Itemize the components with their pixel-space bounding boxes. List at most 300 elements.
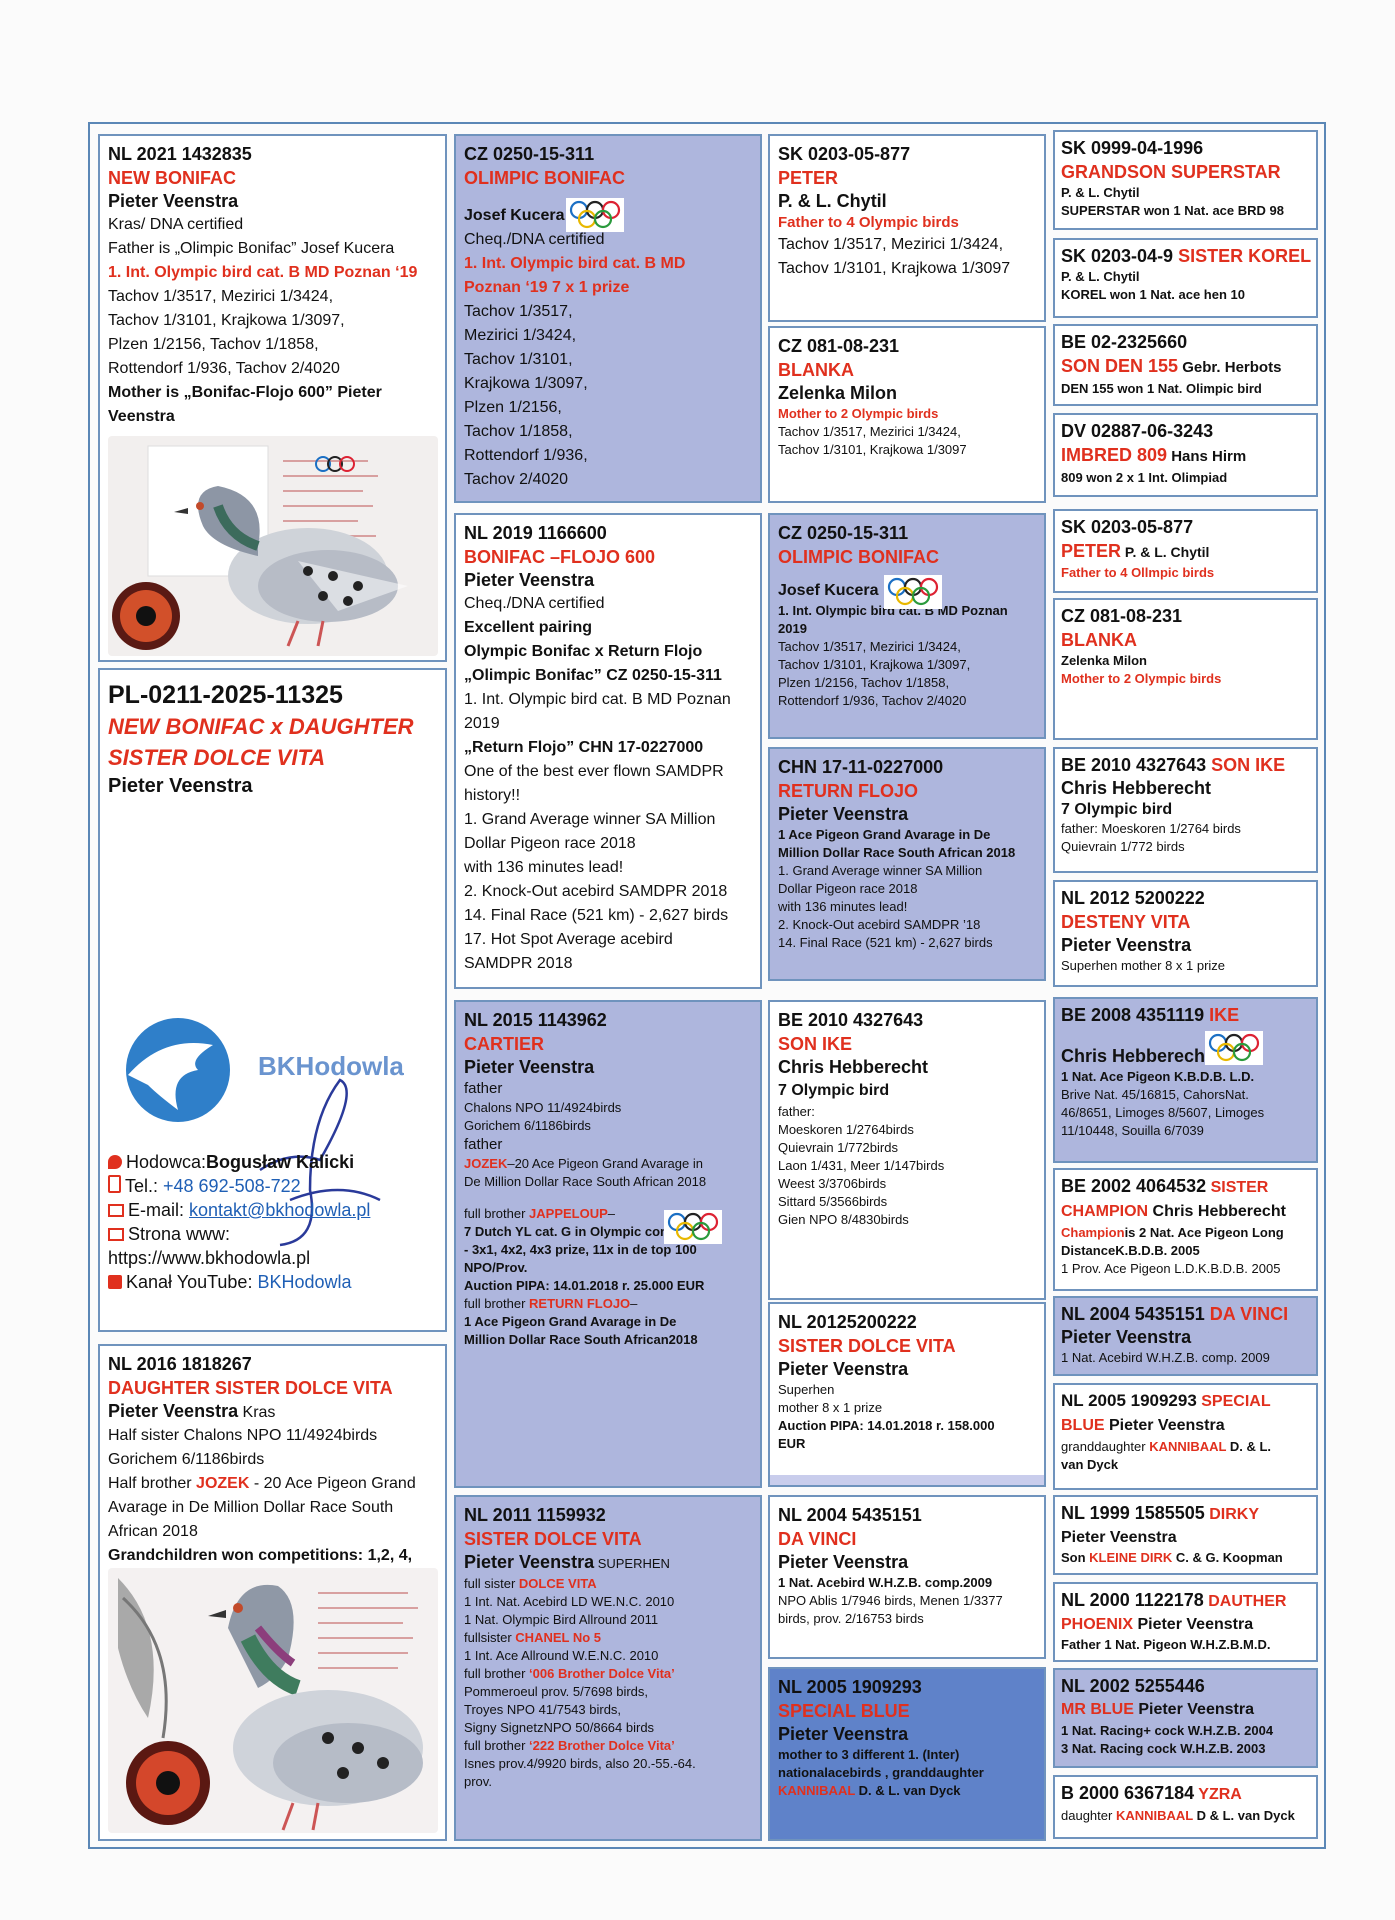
pigeon-card-sister-korel bbox=[1053, 238, 1318, 318]
olympic-title: Poznan ‘19 7 x 1 prize bbox=[464, 279, 630, 296]
result-line: 2. Knock-Out acebird SAMDPR 2018 bbox=[464, 883, 728, 900]
ring-number: CZ 081-08-231 bbox=[778, 336, 900, 356]
pedigree-line: Avarage in De Million Dollar Race South bbox=[108, 1499, 394, 1516]
breeder: Chris Hebberecht bbox=[1061, 1046, 1212, 1066]
olympic-rings-icon bbox=[664, 1210, 722, 1244]
ring-number: SK 0203-05-877 bbox=[778, 144, 911, 164]
breeder: Hans Hirm bbox=[1167, 448, 1247, 465]
result-line: 1. Int. Olympic bird cat. B MD Poznan bbox=[464, 691, 731, 708]
youtube-label: Kanał YouTube: bbox=[126, 1272, 258, 1292]
dolce-vita-name: DOLCE VITA bbox=[518, 1576, 597, 1591]
breeder: Pieter Veenstra bbox=[464, 570, 595, 590]
pigeon-card-new-bonifac bbox=[98, 134, 447, 662]
return-flojo-name: RETURN FLOJO bbox=[529, 1296, 631, 1311]
jozek-name: JOZEK bbox=[196, 1475, 250, 1492]
result-line: history!! bbox=[464, 787, 521, 804]
result-line: Quievrain 1/772birds bbox=[778, 1140, 898, 1155]
email-row bbox=[108, 1198, 438, 1222]
label: - 20 Ace Pigeon Grand bbox=[249, 1475, 416, 1492]
breeder: P. & L. Chytil bbox=[778, 191, 887, 211]
breeder-suffix: Kras bbox=[238, 1404, 276, 1421]
pairing-line: „Olimpic Bonifac” CZ 0250-15-311 bbox=[464, 667, 722, 684]
breeder: Pieter Veenstra bbox=[108, 191, 239, 211]
olympic-rings-icon bbox=[1205, 1031, 1263, 1065]
result-line: Tachov 1/3101, bbox=[464, 351, 573, 368]
ring-number: NL 2004 5435151 bbox=[1061, 1304, 1205, 1324]
pigeon-card-blanka bbox=[768, 326, 1046, 503]
pigeon-name: NEW BONIFAC bbox=[108, 168, 236, 188]
ring-number: SK 0203-04-9 bbox=[1061, 246, 1174, 266]
pigeon-name: NEW BONIFAC x DAUGHTER bbox=[108, 714, 414, 739]
ring-number: BE 2010 4327643 bbox=[1061, 755, 1207, 775]
result-line: 1 Nat. Acebird W.H.Z.B. comp.2009 bbox=[778, 1575, 993, 1590]
pigeon-name: DESTENY VITA bbox=[1061, 912, 1191, 932]
result-line: Tachov 1/3517, Mezirici 1/3424, bbox=[778, 639, 961, 654]
pedigree-line: Veenstra bbox=[108, 408, 175, 425]
pigeon-card-return-flojo bbox=[768, 747, 1046, 981]
result-text: granddaughter bbox=[1061, 1439, 1150, 1454]
breeder: P. & L. Chytil bbox=[1061, 185, 1140, 200]
pigeon-name: DIRKY bbox=[1204, 1506, 1260, 1523]
result-line: father: Moeskoren 1/2764 birds bbox=[1061, 821, 1241, 836]
olympic-title: 2019 bbox=[778, 621, 807, 636]
ring-row bbox=[1061, 244, 1310, 268]
result-line: Superhen bbox=[778, 1382, 835, 1397]
pigeon-card-blanka-2 bbox=[1053, 598, 1318, 740]
pigeon-card-bonifac-flojo-600 bbox=[454, 513, 762, 989]
pigeon-card-grandson-superstar bbox=[1053, 130, 1318, 230]
result-line: DEN 155 won 1 Nat. Olimpic bird bbox=[1061, 381, 1262, 396]
ring-number: NL 2021 1432835 bbox=[108, 144, 252, 164]
result-line: Gien NPO 8/4830birds bbox=[778, 1212, 909, 1227]
name-row bbox=[1061, 539, 1310, 564]
jozek-line bbox=[464, 1155, 753, 1173]
olympic-title: 7 Olympic bird bbox=[778, 1082, 890, 1099]
breeder: Pieter Veenstra bbox=[1061, 1529, 1177, 1546]
jappeloup-name: JAPPELOUP bbox=[529, 1206, 608, 1221]
result-line: prov. bbox=[464, 1774, 492, 1789]
breeder: Pieter Veenstra bbox=[1104, 1417, 1225, 1434]
olympic-rings-icon bbox=[566, 198, 624, 232]
result-line bbox=[1061, 1549, 1310, 1567]
result-line: 3 Nat. Racing cock W.H.Z.B. 2003 bbox=[1061, 1741, 1266, 1756]
auction-line: Auction PIPA: 14.01.2018 r. 158.000 bbox=[778, 1418, 995, 1433]
pairing-title: Excellent pairing bbox=[464, 619, 593, 636]
kannibaal-name: KANNIBAAL bbox=[1149, 1439, 1227, 1454]
pigeon-name: YZRA bbox=[1194, 1786, 1242, 1803]
ring-number: NL 1999 1585505 bbox=[1061, 1503, 1205, 1523]
ring-number: NL 2000 1122178 bbox=[1061, 1590, 1204, 1610]
contact-block bbox=[108, 1150, 438, 1294]
breeder-contact bbox=[108, 1150, 438, 1174]
phone-label: Tel.: bbox=[125, 1176, 164, 1196]
result-line: Dollar Pigeon race 2018 bbox=[464, 835, 636, 852]
phone-number[interactable]: +48 692-508-722 bbox=[163, 1176, 301, 1196]
pedigree-line: African 2018 bbox=[108, 1523, 198, 1540]
result-line: van Dyck bbox=[1061, 1457, 1119, 1472]
breeder: Pieter Veenstra bbox=[464, 1057, 595, 1077]
result-line: with 136 minutes lead! bbox=[778, 899, 908, 914]
result-line: Quievrain 1/772 birds bbox=[1061, 839, 1185, 854]
sister-line bbox=[464, 1575, 753, 1593]
breeder-name: D. & L. van Dyck bbox=[855, 1783, 961, 1798]
label: full brother bbox=[464, 1738, 530, 1753]
pigeon-card-dirky bbox=[1053, 1495, 1318, 1575]
result-line: Plzen 1/2156, bbox=[464, 399, 562, 416]
result-line: 1 Prov. Ace Pigeon L.D.K.B.D.B. 2005 bbox=[1061, 1261, 1281, 1276]
mail-icon bbox=[108, 1204, 124, 1217]
pigeon-name: SPECIAL bbox=[1196, 1393, 1271, 1410]
name-row bbox=[1061, 354, 1310, 380]
ring-number: NL 2005 1909293 bbox=[778, 1677, 922, 1697]
name-row bbox=[1061, 443, 1310, 469]
pigeon-card-peter bbox=[768, 134, 1046, 322]
pedigree-line: Half sister Chalons NPO 11/4924birds bbox=[108, 1427, 378, 1444]
www-label: Strona www: bbox=[128, 1224, 231, 1244]
ring-number: NL 2015 1143962 bbox=[464, 1010, 607, 1030]
ring-number: NL 2012 5200222 bbox=[1061, 888, 1205, 908]
pigeon-card-special-blue bbox=[768, 1667, 1046, 1841]
result-line: Superhen mother 8 x 1 prize bbox=[1061, 958, 1226, 973]
breeder: Zelenka Milon bbox=[1061, 653, 1147, 668]
result-line: - 3x1, 4x2, 4x3 prize, 11x in de top 100 bbox=[464, 1242, 697, 1257]
ring-number: CZ 081-08-231 bbox=[1061, 606, 1183, 626]
breeder: P. & L. Chytil bbox=[1061, 269, 1140, 284]
result-line: 2019 bbox=[464, 715, 500, 732]
pigeon-name: OLIMPIC BONIFAC bbox=[778, 547, 939, 567]
result-line bbox=[778, 1782, 1037, 1800]
ring-number: CZ 0250-15-311 bbox=[464, 144, 595, 164]
breeder: Chris Hebberecht bbox=[1148, 1203, 1286, 1220]
breeder: Pieter Veenstra bbox=[1133, 1701, 1254, 1718]
logo-text: BKHodowla bbox=[258, 1051, 404, 1081]
result-line: 1. Grand Average winner SA Million bbox=[778, 863, 983, 878]
kleine-dirk-name: KLEINE DIRK bbox=[1089, 1550, 1173, 1565]
olympic-title: 1. Int. Olympic bird cat. B MD bbox=[464, 255, 686, 272]
breeder-name: Bogusław Kalicki bbox=[206, 1152, 355, 1172]
result-line: Krajkowa 1/3097, bbox=[464, 375, 588, 392]
ring-number: BE 2010 4327643 bbox=[778, 1010, 924, 1030]
breeder: Pieter Veenstra bbox=[778, 804, 909, 824]
pigeon-name: GRANDSON SUPERSTAR bbox=[1061, 162, 1281, 182]
breeder: Pieter Veenstra bbox=[1133, 1616, 1254, 1633]
pigeon-card-sister-dolce-vita bbox=[454, 1495, 762, 1841]
breeder-label: Hodowca: bbox=[126, 1152, 207, 1172]
ring-row bbox=[1061, 1003, 1310, 1027]
pigeon-card-dauther-phoenix bbox=[1053, 1582, 1318, 1662]
result-line: 1 Nat. Racing+ cock W.H.Z.B. 2004 bbox=[1061, 1723, 1274, 1738]
pigeon-name: DA VINCI bbox=[1204, 1304, 1289, 1324]
youtube-row bbox=[108, 1270, 438, 1294]
ring-row bbox=[1061, 1174, 1310, 1200]
result-line: 809 won 2 x 1 Int. Olimpiad bbox=[1061, 470, 1228, 485]
result-text: daughter bbox=[1061, 1808, 1116, 1823]
pigeon-name: BLANKA bbox=[1061, 630, 1137, 650]
ring-row bbox=[1061, 1501, 1310, 1527]
ring-number: NL 2002 5255446 bbox=[1061, 1676, 1205, 1696]
result-line: Chalons NPO 11/4924birds bbox=[464, 1100, 622, 1115]
www-row bbox=[108, 1222, 438, 1246]
result-line: Tachov 1/3101, Krajkowa 1/3097, bbox=[778, 657, 971, 672]
pigeon-name: RETURN FLOJO bbox=[778, 781, 919, 801]
pin-icon bbox=[108, 1155, 122, 1169]
pigeon-photo bbox=[108, 1568, 438, 1833]
pairing-line: „Return Flojo” CHN 17-0227000 bbox=[464, 739, 704, 756]
pedigree-line: Mother is „Bonifac-Flojo 600” Pieter bbox=[108, 384, 382, 401]
result-line: Gorichem 6/1186birds bbox=[464, 1118, 591, 1133]
result-line: 17. Hot Spot Average acebird bbox=[464, 931, 673, 948]
jozek-line: De Million Dollar Race South African 2018 bbox=[464, 1174, 707, 1189]
olympic-note: Mother to 2 Olympic birds bbox=[1061, 671, 1222, 686]
label: fullsister bbox=[464, 1630, 516, 1645]
breeder: Pieter Veenstra bbox=[1061, 1327, 1192, 1347]
result-line: Rottendorf 1/936, Tachov 2/4020 bbox=[778, 693, 967, 708]
certification: Cheq./DNA certified bbox=[464, 231, 605, 248]
result-line: 2. Knock-Out acebird SAMDPR ’18 bbox=[778, 917, 981, 932]
result-line bbox=[1061, 1807, 1310, 1825]
breeder: P. & L. Chytil bbox=[1121, 544, 1210, 560]
result-line: 1 Nat. Olympic Bird Allround 2011 bbox=[464, 1612, 659, 1627]
pigeon-name: SPECIAL BLUE bbox=[778, 1701, 910, 1721]
jozek-name: JOZEK bbox=[464, 1156, 508, 1171]
result-line: Troyes NPO 41/7543 birds, bbox=[464, 1702, 622, 1717]
breeder: Chris Hebberecht bbox=[1061, 778, 1212, 798]
ring-number: PL-0211-2025-11325 bbox=[108, 681, 343, 709]
ring-number: BE 2002 4064532 bbox=[1061, 1176, 1207, 1196]
pigeon-name: IMBRED 809 bbox=[1061, 445, 1168, 465]
pigeon-name: BLANKA bbox=[778, 360, 854, 380]
name-row bbox=[1061, 1414, 1310, 1438]
result-line: Dollar Pigeon race 2018 bbox=[778, 881, 918, 896]
pigeon-name: DA VINCI bbox=[778, 1529, 857, 1549]
result-line: 1 Nat. Acebird W.H.Z.B. comp. 2009 bbox=[1061, 1350, 1270, 1365]
pedigree-line: Tachov 1/3101, Krajkowa 1/3097, bbox=[108, 312, 345, 329]
ring-row bbox=[1061, 1588, 1310, 1614]
result-line: Rottendorf 1/936, bbox=[464, 447, 588, 464]
pigeon-card-sister-champion bbox=[1053, 1168, 1318, 1291]
pigeon-name: PETER bbox=[1061, 541, 1122, 561]
result-line: father: bbox=[778, 1104, 815, 1119]
jozek-text: –20 Ace Pigeon Grand Avarage in bbox=[507, 1156, 703, 1171]
pigeon-card-mr-blue bbox=[1053, 1668, 1318, 1768]
result-line: Tachov 1/3517, Mezirici 1/3424, bbox=[778, 424, 961, 439]
result-line: SUPERSTAR won 1 Nat. ace BRD 98 bbox=[1061, 203, 1284, 218]
result-line: father bbox=[464, 1080, 503, 1097]
breeder-row bbox=[108, 1400, 438, 1424]
pedigree-line: Kras/ DNA certified bbox=[108, 216, 244, 233]
pedigree-line: 1. Int. Olympic bird cat. B MD Poznan ‘19 bbox=[108, 264, 418, 281]
breeder-name: D. & L. bbox=[1226, 1439, 1272, 1454]
phone-row bbox=[108, 1174, 438, 1198]
pigeon-name: DAUGHTER SISTER DOLCE VITA bbox=[108, 1378, 393, 1398]
result-line: Plzen 1/2156, Tachov 1/1858, bbox=[778, 675, 950, 690]
pigeon-card-main bbox=[98, 668, 447, 1332]
result-line: Million Dollar Race South African2018 bbox=[464, 1332, 698, 1347]
ring-number: NL 2005 1909293 bbox=[1061, 1391, 1197, 1410]
result-line: Brive Nat. 45/16815, CahorsNat. bbox=[1061, 1087, 1249, 1102]
breeder-row bbox=[464, 1551, 753, 1575]
pigeon-name: SON IKE bbox=[1206, 755, 1286, 775]
ring-number: NL 2016 1818267 bbox=[108, 1354, 252, 1374]
olympic-note: Father to 4 Olympic birds bbox=[778, 214, 959, 231]
pigeon-name: CARTIER bbox=[464, 1034, 544, 1054]
result-line: with 136 minutes lead! bbox=[464, 859, 624, 876]
email-label: E-mail: bbox=[128, 1200, 190, 1220]
olympic-note: Mother to 2 Olympic birds bbox=[778, 406, 939, 421]
pigeon-card-sister-dolce-vita-2 bbox=[768, 1302, 1046, 1487]
youtube-link[interactable]: BKHodowla bbox=[257, 1272, 352, 1292]
olympic-title: Million Dollar Race South African 2018 bbox=[778, 845, 1016, 860]
pigeon-card-olimpic-bonifac bbox=[454, 134, 762, 503]
olympic-note: Father to 4 Ollmpic birds bbox=[1061, 565, 1215, 580]
pigeon-name: SON IKE bbox=[778, 1034, 853, 1054]
label: full brother bbox=[464, 1206, 530, 1221]
result-line: NPO/Prov. bbox=[464, 1260, 528, 1275]
breeder: Josef Kucera bbox=[778, 582, 879, 599]
pigeon-name: SON DEN 155 bbox=[1061, 356, 1179, 376]
youtube-icon bbox=[108, 1275, 122, 1289]
result-line: DistanceK.B.D.B. 2005 bbox=[1061, 1243, 1200, 1258]
brother-name: ‘006 Brother Dolce Vita’ bbox=[529, 1666, 675, 1681]
pigeon-name: IKE bbox=[1204, 1005, 1240, 1025]
email-link[interactable]: kontakt@bkhodowla.pl bbox=[189, 1200, 371, 1220]
pigeon-card-da-vinci bbox=[768, 1495, 1046, 1659]
pigeon-card-son-ike-2 bbox=[1053, 747, 1318, 873]
pigeon-name: CHAMPION bbox=[1061, 1203, 1149, 1220]
ring-number: NL 2004 5435151 bbox=[778, 1505, 922, 1525]
breeder: Pieter Veenstra bbox=[778, 1359, 909, 1379]
result-line: 14. Final Race (521 km) - 2,627 birds bbox=[464, 907, 729, 924]
ring-number: BE 02-2325660 bbox=[1061, 332, 1188, 352]
result-line: Tachov 1/3101, Krajkowa 1/3097 bbox=[778, 260, 1011, 277]
ring-number: SK 0999-04-1996 bbox=[1061, 138, 1204, 158]
result-line: Father 1 Nat. Pigeon W.H.Z.B.M.D. bbox=[1061, 1637, 1271, 1652]
pigeon-card-desteny-vita bbox=[1053, 880, 1318, 987]
pairing-line: Olympic Bonifac x Return Flojo bbox=[464, 643, 703, 660]
result-line: Sittard 5/3566birds bbox=[778, 1194, 888, 1209]
breeder: Josef Kucera bbox=[464, 207, 565, 224]
result-line: 46/8651, Limoges 8/5607, Limoges bbox=[1061, 1105, 1265, 1120]
pigeon-card-son-den-155 bbox=[1053, 324, 1318, 406]
brother-line bbox=[464, 1665, 753, 1683]
breeder: Gebr. Herbots bbox=[1178, 359, 1282, 376]
monitor-icon bbox=[108, 1228, 124, 1241]
pigeon-photo bbox=[108, 436, 438, 656]
auction-line: Auction PIPA: 14.01.2018 r. 25.000 EUR bbox=[464, 1278, 705, 1293]
ring-number: CHN 17-11-0227000 bbox=[778, 757, 944, 777]
pigeon-card-yzra bbox=[1053, 1775, 1318, 1839]
ring-number: NL 2011 1159932 bbox=[464, 1505, 606, 1525]
breeder: Chris Hebberecht bbox=[778, 1057, 929, 1077]
divider-bar bbox=[770, 1475, 1044, 1485]
chanel-name: CHANEL No 5 bbox=[515, 1630, 602, 1645]
breeder: Pieter Veenstra bbox=[108, 775, 253, 797]
label: Half brother bbox=[108, 1475, 197, 1492]
pigeon-name: BLUE bbox=[1061, 1417, 1105, 1434]
result-line: 1 Nat. Ace Pigeon K.B.D.B. L.D. bbox=[1061, 1069, 1255, 1084]
result-line: 14. Final Race (521 km) - 2,627 birds bbox=[778, 935, 993, 950]
brother-line bbox=[464, 1295, 753, 1313]
result-text: is 2 Nat. Ace Pigeon Long bbox=[1124, 1225, 1284, 1240]
kannibaal-name: KANNIBAAL bbox=[1115, 1808, 1193, 1823]
result-line: 1. Grand Average winner SA Million bbox=[464, 811, 716, 828]
pigeon-name: SISTER DOLCE VITA bbox=[108, 745, 326, 770]
olympic-rings-icon bbox=[884, 575, 942, 609]
pigeon-card-son-ike bbox=[768, 1000, 1046, 1300]
pigeon-name: BONIFAC –FLOJO 600 bbox=[464, 547, 656, 567]
brother-line bbox=[464, 1737, 753, 1755]
result-line: NPO Ablis 1/7946 birds, Menen 1/3377 bbox=[778, 1593, 1003, 1608]
result-line bbox=[1061, 1438, 1310, 1456]
breeder: Pieter Veenstra bbox=[778, 1724, 909, 1744]
result-line: 11/10448, Souilla 6/7039 bbox=[1061, 1123, 1204, 1138]
pigeon-name: SISTER DOLCE VITA bbox=[464, 1529, 642, 1549]
result-line: Tachov 2/4020 bbox=[464, 471, 569, 488]
breeder: Pieter Veenstra bbox=[1061, 935, 1192, 955]
ring-row bbox=[1061, 1389, 1310, 1414]
pigeon-name: PETER bbox=[778, 168, 839, 188]
result-line: SAMDPR 2018 bbox=[464, 955, 573, 972]
result-line: 7 Dutch YL cat. G in Olympic comp. 2015 bbox=[464, 1224, 716, 1239]
breeder: Zelenka Milon bbox=[778, 383, 898, 403]
breeder-name: C. & G. Koopman bbox=[1172, 1550, 1283, 1565]
olympic-title: 1 Ace Pigeon Grand Avarage in De bbox=[778, 827, 991, 842]
result-line: Signy SignetzNPO 50/8664 birds bbox=[464, 1720, 655, 1735]
pigeon-card-daughter-sister-dolce-vita bbox=[98, 1344, 447, 1841]
result-line: birds, prov. 2/16753 birds bbox=[778, 1611, 924, 1626]
ring-row bbox=[1061, 753, 1310, 777]
breeder-name: D & L. van Dyck bbox=[1192, 1808, 1295, 1823]
pigeon-card-imbred-809 bbox=[1053, 413, 1318, 497]
certification: Cheq./DNA certified bbox=[464, 595, 605, 612]
pigeon-name: SISTER DOLCE VITA bbox=[778, 1336, 956, 1356]
pigeon-card-peter-2 bbox=[1053, 509, 1318, 593]
result-line: 1 Ace Pigeon Grand Avarage in De bbox=[464, 1314, 677, 1329]
label: full brother bbox=[464, 1666, 530, 1681]
olympic-title: 1. Int. Olympic bird cat. B MD Poznan bbox=[778, 603, 1008, 618]
olympic-title: 7 Olympic bird bbox=[1061, 801, 1173, 818]
result-line: One of the best ever flown SAMDPR bbox=[464, 763, 724, 780]
breeder: Pieter Veenstra bbox=[108, 1401, 239, 1421]
pigeon-name: MR BLUE bbox=[1061, 1701, 1134, 1718]
ring-number: NL 20125200222 bbox=[778, 1312, 917, 1332]
website-link[interactable]: https://www.bkhodowla.pl bbox=[108, 1248, 311, 1268]
result-line: Tachov 1/3517, Mezirici 1/3424, bbox=[778, 236, 1004, 253]
result-line: Moeskoren 1/2764birds bbox=[778, 1122, 914, 1137]
grandchildren-line: Grandchildren won competitions: 1,2, 4, bbox=[108, 1547, 413, 1564]
phone-icon bbox=[108, 1175, 121, 1193]
pedigree-line: Tachov 1/3517, Mezirici 1/3424, bbox=[108, 288, 334, 305]
result-line: 1 Int. Nat. Acebird LD WE.N.C. 2010 bbox=[464, 1594, 675, 1609]
result-line: Pommeroeul prov. 5/7698 birds, bbox=[464, 1684, 649, 1699]
result-line: Weest 3/3706birds bbox=[778, 1176, 887, 1191]
sister-line bbox=[464, 1629, 753, 1647]
ring-number: NL 2019 1166600 bbox=[464, 523, 607, 543]
result-line bbox=[1061, 1224, 1310, 1242]
ring-number: CZ 0250-15-311 bbox=[778, 523, 909, 543]
pedigree-line: Plzen 1/2156, Tachov 1/1858, bbox=[108, 336, 319, 353]
ring-number: DV 02887-06-3243 bbox=[1061, 421, 1214, 441]
result-line: KOREL won 1 Nat. ace hen 10 bbox=[1061, 287, 1245, 302]
result-line: father bbox=[464, 1136, 503, 1153]
pedigree-line: Father is „Olimpic Bonifac” Josef Kucera bbox=[108, 240, 395, 257]
result-line: 1 Int. Ace Allround W.E.N.C. 2010 bbox=[464, 1648, 659, 1663]
pedigree-line: Gorichem 6/1186birds bbox=[108, 1451, 265, 1468]
pedigree-line bbox=[108, 1472, 438, 1496]
pigeon-card-special-blue-2 bbox=[1053, 1383, 1318, 1490]
label: – bbox=[607, 1206, 616, 1221]
pigeon-name: SISTER bbox=[1206, 1179, 1269, 1196]
